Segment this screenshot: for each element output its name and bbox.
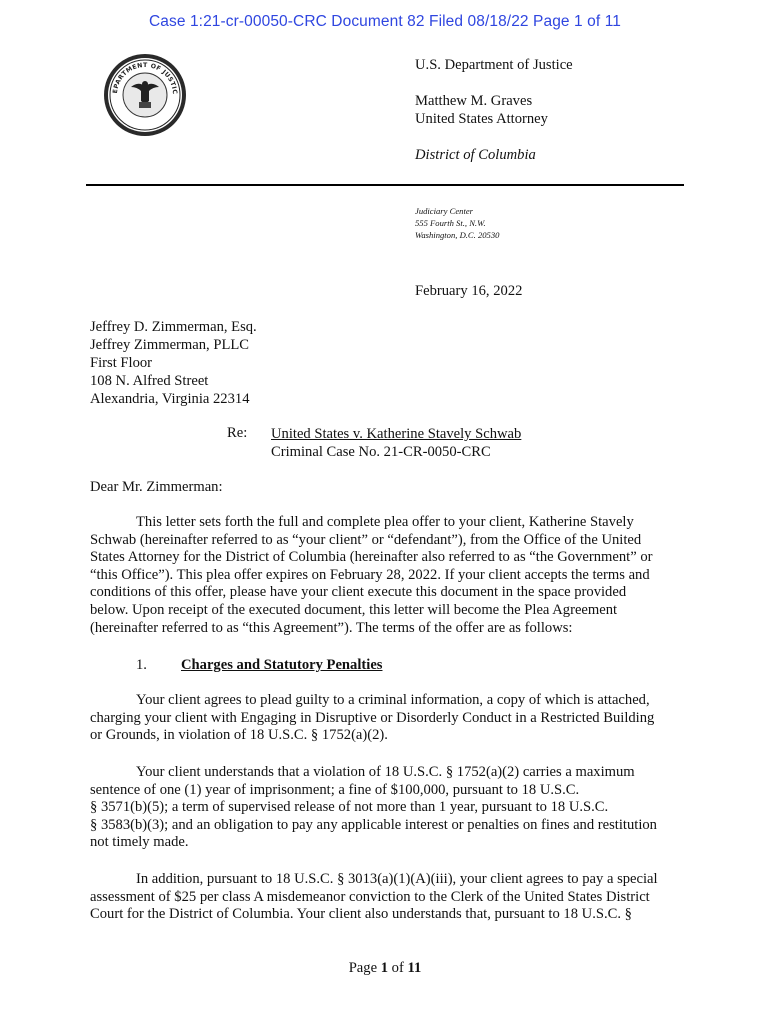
text-line: In addition, pursuant to 18 U.S.C. § 3013(a)(1)(A)(iii), your client agrees to pay a special <box>136 871 658 887</box>
recipient-line: Jeffrey D. Zimmerman, Esq. <box>90 319 257 335</box>
text-line: charging your client with Engaging in Disruptive or Disorderly Conduct in a Restricted Building <box>90 709 655 726</box>
text-line: Your client understands that a violation of 18 U.S.C. § 1752(a)(2) carries a maximum <box>136 764 635 780</box>
text-line: below. Upon receipt of the executed document, this letter will become the Plea Agreement <box>90 601 618 618</box>
paragraph-assessment <box>90 871 680 924</box>
text-line: not timely made. <box>90 834 189 851</box>
text-line: or Grounds, in violation of 18 U.S.C. § 1752(a)(2). <box>90 727 388 744</box>
letter-date: February 16, 2022 <box>415 283 523 299</box>
district-name: District of Columbia <box>415 147 536 163</box>
footer-of-word: of <box>391 960 404 976</box>
salutation: Dear Mr. Zimmerman: <box>90 479 223 495</box>
footer-page-total: 11 <box>407 960 422 976</box>
paragraph-plea <box>90 692 680 745</box>
text-line: conditions of this offer, please have your client execute this document in the space provided <box>90 584 627 601</box>
text-line: Your client agrees to plead guilty to a criminal information, a copy of which is attached, <box>136 692 650 708</box>
case-number: Criminal Case No. 21-CR-0050-CRC <box>271 444 491 460</box>
paragraph-penalties <box>90 764 680 852</box>
paragraph-intro <box>90 514 680 637</box>
re-label: Re: <box>227 425 248 441</box>
text-line: “this Office”). This plea offer expires on February 28, 2022. If your client accepts the terms and <box>90 566 650 583</box>
filing-stamp: Case 1:21-cr-00050-CRC Document 82 Filed 08/18/22 Page 1 of 11 <box>148 13 622 30</box>
recipient-line: Alexandria, Virginia 22314 <box>90 391 250 407</box>
text-line: § 3583(b)(3); and an obligation to pay any applicable interest or penalties on fines and restitution <box>90 816 657 833</box>
text-line: § 3571(b)(5); a term of supervised release of not more than 1 year, pursuant to 18 U.S.C. <box>90 799 609 816</box>
doj-seal-icon <box>103 53 187 137</box>
footer-page-number: 1 <box>380 960 389 976</box>
recipient-line: First Floor <box>90 355 153 371</box>
text-line: This letter sets forth the full and complete plea offer to your client, Katherine Stavely <box>136 514 634 530</box>
address-line: Washington, D.C. 20530 <box>415 230 500 240</box>
section-number: 1. <box>136 657 147 673</box>
text-line: sentence of one (1) year of imprisonment; a fine of $100,000, pursuant to 18 U.S.C. <box>90 781 580 798</box>
case-title: United States v. Katherine Stavely Schwab <box>271 426 522 442</box>
attorney-title: United States Attorney <box>415 111 548 127</box>
office-address <box>415 205 499 241</box>
text-line: States Attorney for the District of Columbia (hereinafter also referred to as “the Government” or <box>90 549 653 566</box>
page-footer <box>0 960 770 977</box>
header-divider <box>86 184 684 186</box>
seal-text: EPARTMENT OF JUSTIC <box>111 61 179 95</box>
re-block <box>271 425 521 461</box>
text-line: assessment of $25 per class A misdemeanor conviction to the Clerk of the United States District <box>90 888 650 905</box>
address-line: 555 Fourth St., N.W. <box>415 218 486 228</box>
text-line: (hereinafter referred to as “this Agreement”). The terms of the offer are as follows: <box>90 619 573 636</box>
address-line: Judiciary Center <box>415 206 473 216</box>
recipient-line: 108 N. Alfred Street <box>90 373 209 389</box>
text-line: Schwab (hereinafter referred to as “your client” or “defendant”), from the Office of the United <box>90 531 642 548</box>
recipient-block <box>90 318 257 408</box>
department-name: U.S. Department of Justice <box>415 57 573 73</box>
text-line: Court for the District of Columbia. Your client also understands that, pursuant to 18 U.S.C. § <box>90 906 632 923</box>
office-block <box>415 56 573 164</box>
attorney-name: Matthew M. Graves <box>415 93 533 109</box>
footer-page-word: Page <box>348 960 378 976</box>
recipient-line: Jeffrey Zimmerman, PLLC <box>90 337 250 353</box>
section-title: Charges and Statutory Penalties <box>181 657 383 673</box>
